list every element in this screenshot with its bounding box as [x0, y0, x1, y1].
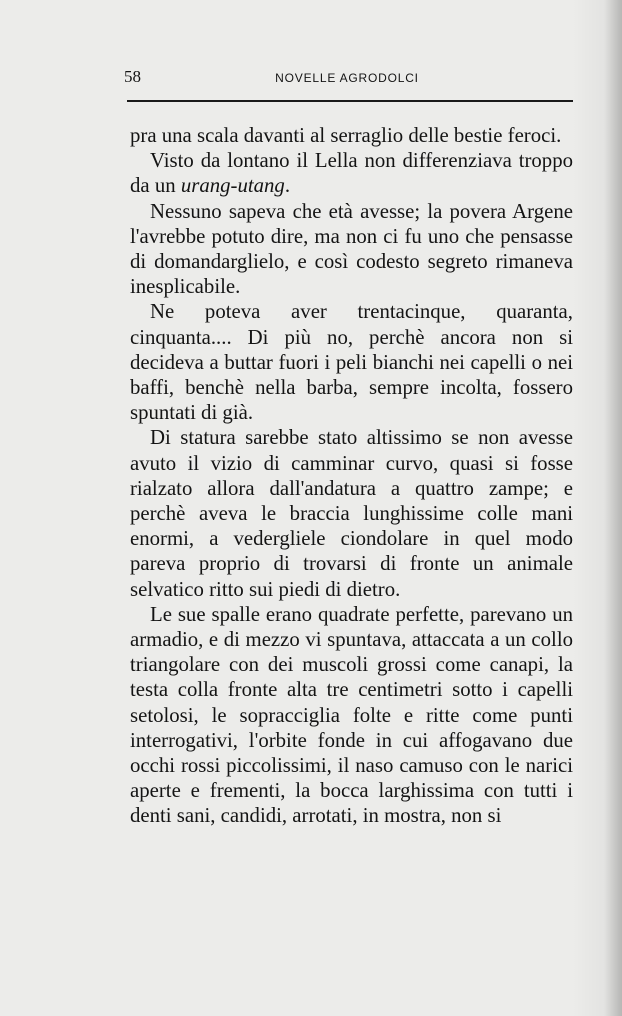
paragraph-text: Nessuno sapeva che età avesse; la povera Argene l'avrebbe potuto dire, ma non ci fu uno che pensasse di domandarglielo, e così codesto segreto rimaneva inesplicabile. [130, 199, 573, 299]
page-number: 58 [124, 67, 141, 86]
paragraph-text: Ne poteva aver trentacinque, quaranta, cinquanta.... Di più no, perchè ancora non si decideva a buttar fuori i peli bianchi nei capelli o nei baffi, benchè nella barba, sempre incolta, fossero spuntati di già. [130, 300, 573, 425]
body-text [130, 123, 573, 829]
paragraph-text: Visto da lontano il Lella non differenziava troppo da un [130, 149, 573, 198]
spine-shadow [604, 0, 622, 1016]
page-header [124, 66, 570, 92]
paragraph [130, 299, 573, 425]
paragraph [130, 602, 573, 829]
paragraph-text: pra una scala davanti al serraglio delle bestie feroci. [130, 124, 562, 147]
paragraph-text: Le sue spalle erano quadrate perfette, parevano un armadio, e di mezzo vi spuntava, attaccata a un collo triangolare con dei muscoli grossi come canapi, la testa colla fronte alta tre centimetri sotto i capelli setolosi, le sopracciglia folte e ritte come punti interrogativi, l'orbite fonde in cui affogavano due occhi rossi piccolissimi, il naso camuso con le narici aperte e frementi, la bocca larghissima con tutti i denti sani, candidi, arrotati, in mostra, non si [130, 602, 573, 828]
paragraph [130, 148, 573, 198]
paragraph [130, 199, 573, 300]
paragraph-text: Di statura sarebbe stato altissimo se non avesse avuto il vizio di camminar curvo, quasi si fosse rialzato allora dall'andatura a quattro zampe; e perchè aveva le braccia lunghissime colle mani enormi, a vedergliele ciondolare in quel modo pareva proprio di trovarsi di fronte un animale selvatico ritto sui piedi di dietro. [130, 426, 573, 601]
header-rule [127, 100, 573, 102]
italic-term: urang-utang [180, 174, 285, 198]
paragraph-continued [130, 123, 573, 148]
paragraph [130, 425, 573, 601]
running-title: NOVELLE AGRODOLCI [275, 71, 419, 85]
paragraph-text: . [284, 174, 291, 198]
